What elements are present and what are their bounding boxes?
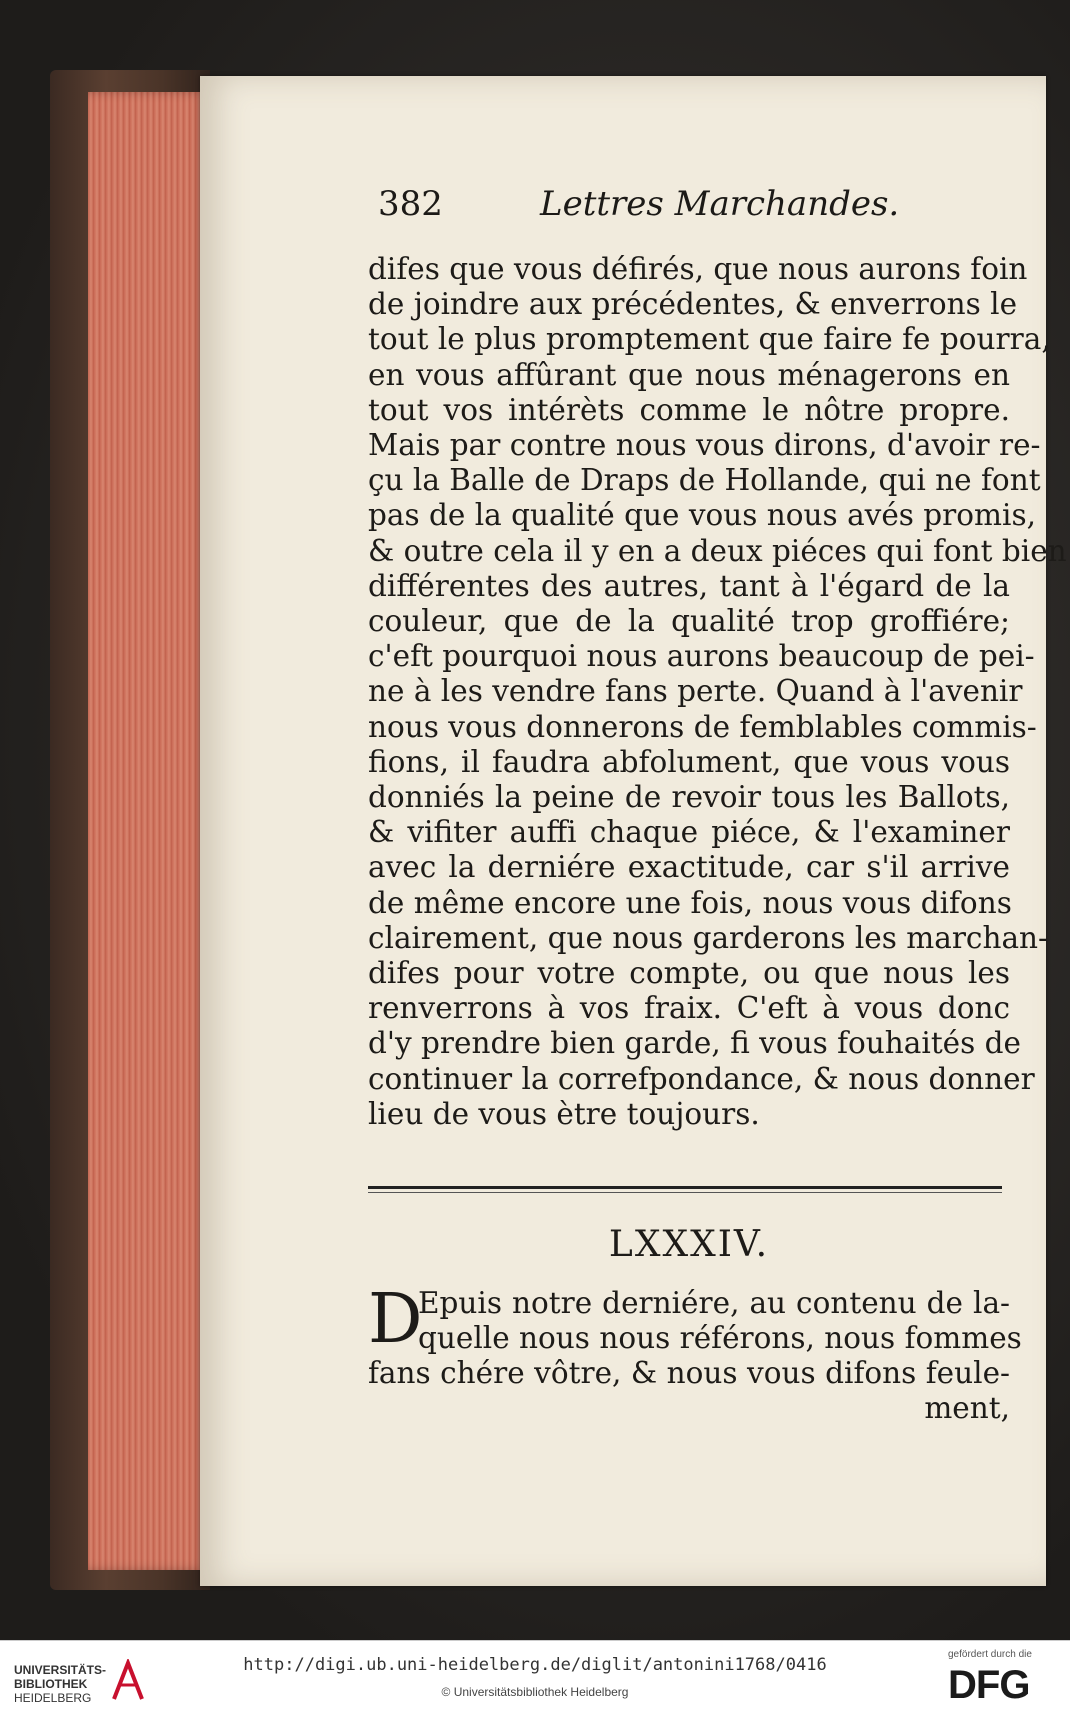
running-title: Lettres Marchandes.: [540, 184, 900, 224]
text-line: & outre cela il y en a deux piéces qui font bien: [368, 533, 1067, 568]
text-line: tout vos intérèts comme le nôtre propre.: [368, 392, 1010, 427]
library-name-line: UNIVERSITÄTS-: [14, 1663, 107, 1677]
section-heading: LXXXIV.: [608, 1224, 770, 1265]
book-page: [200, 76, 1067, 1586]
viewer-footer: [0, 1640, 1070, 1719]
funding-note: gefördert durch die: [948, 1649, 1032, 1660]
text-line: de même encore une fois, nous vous difons: [368, 885, 1012, 920]
text-line: lieu de vous ètre toujours.: [368, 1096, 760, 1131]
text-line: çu la Balle de Draps de Hollande, qui ne font: [368, 463, 1041, 498]
text-line: continuer la correfpondance, & nous donner: [368, 1061, 1035, 1096]
red-page-edges: [88, 92, 206, 1570]
text-line: fans chére vôtre, & nous vous difons feule-: [368, 1356, 1010, 1390]
text-line: clairement, que nous garderons les marchan-: [368, 920, 1049, 955]
page-number: 382: [378, 184, 443, 224]
text-line: donniés la peine de revoir tous les Ballots,: [368, 780, 1010, 815]
catchword: ment,: [924, 1391, 1010, 1425]
text-line: tout le plus promptement que faire fe pourra,: [368, 322, 1051, 357]
text-line: & vifiter auffi chaque piéce, & l'examiner: [368, 815, 1010, 850]
letter-body-text: [368, 252, 1067, 1132]
text-line: de joindre aux précédentes, & enverrons le: [368, 287, 1018, 322]
text-line: c'eft pourquoi nous aurons beaucoup de pei-: [368, 639, 1035, 674]
copyright-notice: © Universitätsbibliothek Heidelberg: [441, 1685, 629, 1699]
text-line: différentes des autres, tant à l'égard de la: [368, 568, 1010, 603]
text-line: d'y prendre bien garde, fi vous fouhaités de: [368, 1026, 1021, 1061]
section-divider-thin: [368, 1192, 1002, 1193]
text-line: nous vous donnerons de femblables commis-: [368, 709, 1037, 744]
drop-cap: D: [368, 1280, 423, 1359]
text-line: avec la derniére exactitude, car s'il arrive: [368, 850, 1010, 885]
text-line: pas de la qualité que vous nous avés promis,: [368, 498, 1036, 533]
text-line: difes pour votre compte, ou que nous les: [368, 956, 1010, 991]
permalink-url[interactable]: http://digi.ub.uni-heidelberg.de/diglit/antonini1768/0416: [243, 1655, 827, 1675]
dfg-logo: DFG: [948, 1663, 1030, 1707]
text-line: quelle nous nous référons, nous fommes: [418, 1321, 1022, 1355]
text-line: couleur, que de la qualité trop groffiére;: [368, 604, 1010, 639]
section-divider-thick: [368, 1186, 1002, 1189]
text-line: Epuis notre derniére, au contenu de la-: [418, 1286, 1010, 1320]
text-line: ne à les vendre fans perte. Quand à l'avenir: [368, 674, 1023, 709]
text-line: fions, il faudra abfolument, que vous vous: [368, 744, 1010, 779]
library-name-line: BIBLIOTHEK: [14, 1677, 88, 1691]
library-name-line: HEIDELBERG: [14, 1691, 92, 1705]
running-head: [378, 184, 938, 234]
new-letter-text: [368, 1280, 1022, 1426]
text-line: difes que vous défirés, que nous aurons foin: [368, 252, 1028, 286]
text-line: renverrons à vos fraix. C'eft à vous donc: [368, 991, 1010, 1026]
text-line: en vous affûrant que nous ménagerons en: [368, 357, 1010, 392]
text-line: Mais par contre nous vous dirons, d'avoir re-: [368, 428, 1041, 463]
